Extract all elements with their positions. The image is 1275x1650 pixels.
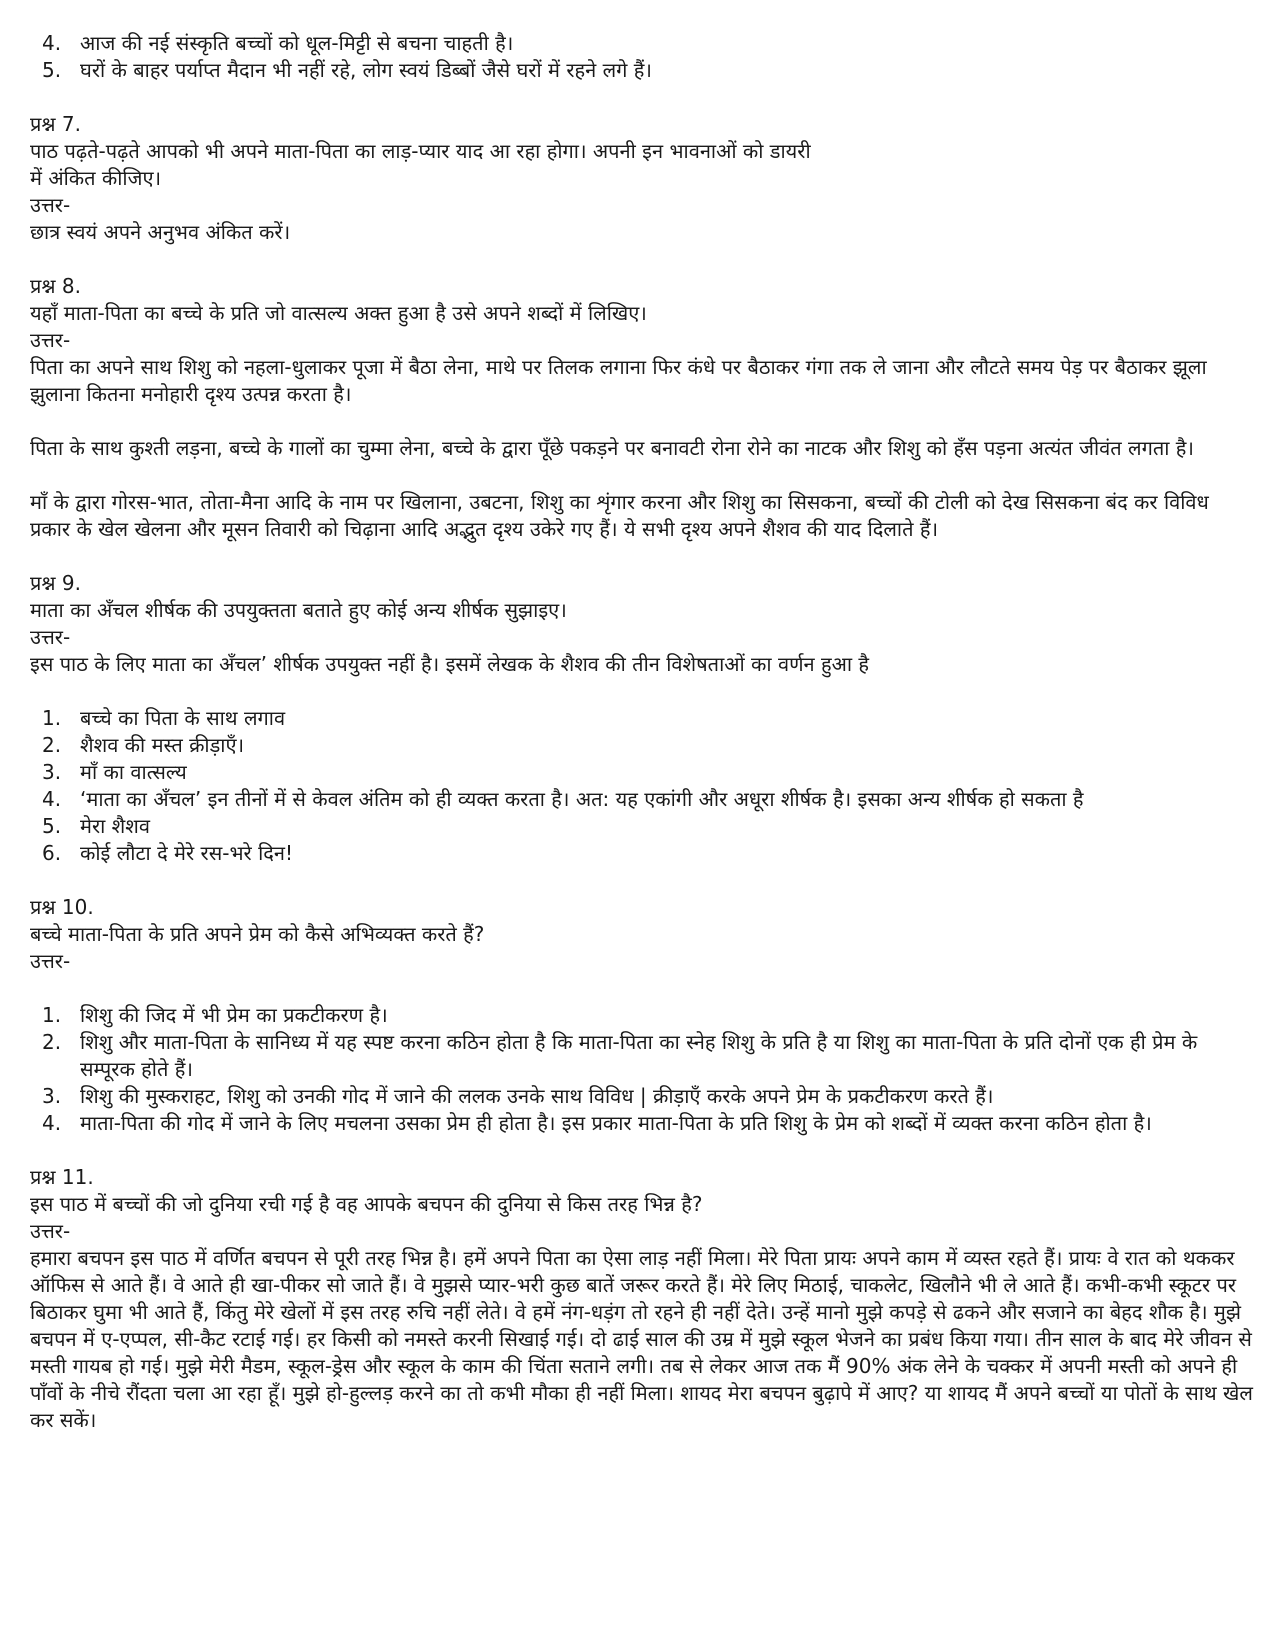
list-item — [30, 1083, 1255, 1110]
question-heading: प्रश्न 8. — [30, 274, 81, 298]
list-item — [30, 732, 1255, 759]
answer-text: छात्र स्वयं अपने अनुभव अंकित करें। — [30, 220, 291, 244]
list-number: 5. — [42, 814, 62, 838]
list-number: 6. — [42, 841, 62, 865]
question-text: पाठ पढ़ते-पढ़ते आपको भी अपने माता-पिता का लाड़-प्यार याद आ रहा होगा। अपनी इन भावनाओं को डायरी — [30, 139, 811, 163]
list-text: मेरा शैशव — [80, 814, 150, 838]
answer-paragraph: हमारा बचपन इस पाठ में वर्णित बचपन से पूरी तरह भिन्न है। हमें अपने पिता का ऐसा लाड़ नहीं मिला। मेरे पिता प्रायः अपने काम में व्यस्त रहते हैं। प्रायः वे रात को थककर ऑफिस से आते हैं। वे आते ही खा-पीकर सो जाते हैं। वे मुझसे प्यार-भरी कुछ बातें जरूर करते हैं। मेरे लिए मिठाई, चाकलेट, खिलौने भी ले आते हैं। कभी-कभी स्कूटर पर बिठाकर घुमा भी आते हैं, किंतु मेरे खेलों में इस तरह रुचि नहीं लेते। वे हमें नंग-धड़ंग तो रहने ही नहीं देते। उन्हें मानो मुझे कपड़े से ढकने और सजाने का बेहद शौक है। मुझे बचपन में ए-एप्पल, सी-कैट रटाई गई। हर किसी को नमस्ते करनी सिखाई गई। दो ढाई साल की उम्र में मुझे स्कूल भेजने का प्रबंध किया गया। तीन साल के बाद मेरे जीवन से मस्ती गायब हो गई। मुझे मेरी मैडम, स्कूल-ड्रेस और स्कूल के काम की चिंता सताने लगी। तब से लेकर आज तक मैं 90% अंक लेने के चक्कर में अपनी मस्ती को अपने ही पाँवों के नीचे रौंदता चला आ रहा हूँ। मुझे हो-हुल्लड़ करने का तो कभी मौका ही नहीं मिला। शायद मेरा बचपन बुढ़ापे में आए? या शायद मैं अपने बच्चों या पोतों के साथ खेल कर सकें। — [30, 1246, 1253, 1432]
question-heading: प्रश्न 10. — [30, 895, 94, 919]
question-7 — [30, 111, 1255, 246]
list-text: बच्चे का पिता के साथ लगाव — [80, 706, 286, 730]
list-text: ‘माता का अँचल’ इन तीनों में से केवल अंतिम को ही व्यक्त करता है। अत: यह एकांगी और अधूरा शीर्षक है। इसका अन्य शीर्षक हो सकता है — [80, 787, 1084, 811]
question-11 — [30, 1164, 1255, 1434]
list-number: 3. — [42, 760, 62, 784]
list-text: घरों के बाहर पर्याप्त मैदान भी नहीं रहे, लोग स्वयं डिब्बों जैसे घरों में रहने लगे हैं। — [80, 58, 652, 82]
list-item — [30, 813, 1255, 840]
list-item — [30, 1110, 1255, 1137]
list-number: 4. — [42, 1111, 62, 1135]
list-text: कोई लौटा दे मेरे रस-भरे दिन! — [80, 841, 293, 865]
list-number: 5. — [42, 58, 62, 82]
answer-paragraph: माँ के द्वारा गोरस-भात, तोता-मैना आदि के नाम पर खिलाना, उबटना, शिशु का शृंगार करना और शिशु का सिसकना, बच्चों की टोली को देख सिसकना बंद कर विविध प्रकार के खेल खेलना और मूसन तिवारी को चिढ़ाना आदि अद्भुत दृश्य उकेरे गए हैं। ये सभी दृश्य अपने शैशव की याद दिलाते हैं। — [30, 490, 1209, 541]
answer-text: इस पाठ के लिए माता का अँचल’ शीर्षक उपयुक्त नहीं है। इसमें लेखक के शैशव की तीन विशेषताओं का वर्णन हुआ है — [30, 652, 870, 676]
question-text: माता का अँचल शीर्षक की उपयुक्तता बताते हुए कोई अन्य शीर्षक सुझाइए। — [30, 598, 567, 622]
list-item — [30, 1002, 1255, 1029]
list-item — [30, 30, 1255, 57]
answer-list — [30, 1002, 1255, 1137]
list-text: शिशु की मुस्कराहट, शिशु को उनकी गोद में जाने की ललक उनके साथ विविध | क्रीड़ाएँ करके अपने प्रेम के प्रकटीकरण करते हैं। — [80, 1084, 994, 1108]
answer-label: उत्तर- — [30, 1219, 71, 1243]
list-number: 4. — [42, 31, 62, 55]
list-item — [30, 840, 1255, 867]
question-text: इस पाठ में बच्चों की जो दुनिया रची गई है वह आपके बचपन की दुनिया से किस तरह भिन्न है? — [30, 1192, 703, 1216]
list-text: शिशु और माता-पिता के सानिध्य में यह स्पष्ट करना कठिन होता है कि माता-पिता का स्नेह शिशु के प्रति है या शिशु का माता-पिता के प्रति दोनों एक ही प्रेम के सम्पूरक होते हैं। — [80, 1030, 1198, 1081]
question-9 — [30, 570, 1255, 867]
question-heading: प्रश्न 11. — [30, 1165, 94, 1189]
list-number: 2. — [42, 1030, 62, 1054]
question-heading: प्रश्न 9. — [30, 571, 81, 595]
list-text: आज की नई संस्कृति बच्चों को धूल-मिट्टी से बचना चाहती है। — [80, 31, 514, 55]
list-number: 4. — [42, 787, 62, 811]
list-item — [30, 759, 1255, 786]
answer-list — [30, 705, 1255, 867]
list-item — [30, 786, 1255, 813]
list-item — [30, 705, 1255, 732]
question-8 — [30, 273, 1255, 543]
list-number: 1. — [42, 1003, 62, 1027]
list-number: 3. — [42, 1084, 62, 1108]
answer-label: उत्तर- — [30, 949, 71, 973]
list-number: 1. — [42, 706, 62, 730]
list-item — [30, 57, 1255, 84]
question-text: यहाँ माता-पिता का बच्चे के प्रति जो वात्सल्य अक्त हुआ है उसे अपने शब्दों में लिखिए। — [30, 301, 647, 325]
answer-paragraph: पिता के साथ कुश्ती लड़ना, बच्चे के गालों का चुम्मा लेना, बच्चे के द्वारा पूँछे पकड़ने पर बनावटी रोना रोने का नाटक और शिशु को हँस पड़ना अत्यंत जीवंत लगता है। — [30, 436, 1194, 460]
document-page — [30, 30, 1255, 1434]
question-heading: प्रश्न 7. — [30, 112, 81, 136]
top-list — [30, 30, 1255, 84]
question-text: बच्चे माता-पिता के प्रति अपने प्रेम को कैसे अभिव्यक्त करते हैं? — [30, 922, 485, 946]
question-text-continued: में अंकित कीजिए। — [30, 166, 162, 190]
answer-label: उत्तर- — [30, 193, 71, 217]
list-number: 2. — [42, 733, 62, 757]
list-text: शैशव की मस्त क्रीड़ाएँ। — [80, 733, 245, 757]
answer-label: उत्तर- — [30, 625, 71, 649]
list-text: माता-पिता की गोद में जाने के लिए मचलना उसका प्रेम ही होता है। इस प्रकार माता-पिता के प्रति शिशु के प्रेम को शब्दों में व्यक्त करना कठिन होता है। — [80, 1111, 1152, 1135]
answer-label: उत्तर- — [30, 328, 71, 352]
list-text: शिशु की जिद में भी प्रेम का प्रकटीकरण है। — [80, 1003, 388, 1027]
question-10 — [30, 894, 1255, 1137]
list-text: माँ का वात्सल्य — [80, 760, 187, 784]
list-item — [30, 1029, 1255, 1083]
answer-paragraph: पिता का अपने साथ शिशु को नहला-धुलाकर पूजा में बैठा लेना, माथे पर तिलक लगाना फिर कंधे पर बैठाकर गंगा तक ले जाना और लौटते समय पेड़ पर बैठाकर झूला झुलाना कितना मनोहारी दृश्य उत्पन्न करता है। — [30, 355, 1207, 406]
